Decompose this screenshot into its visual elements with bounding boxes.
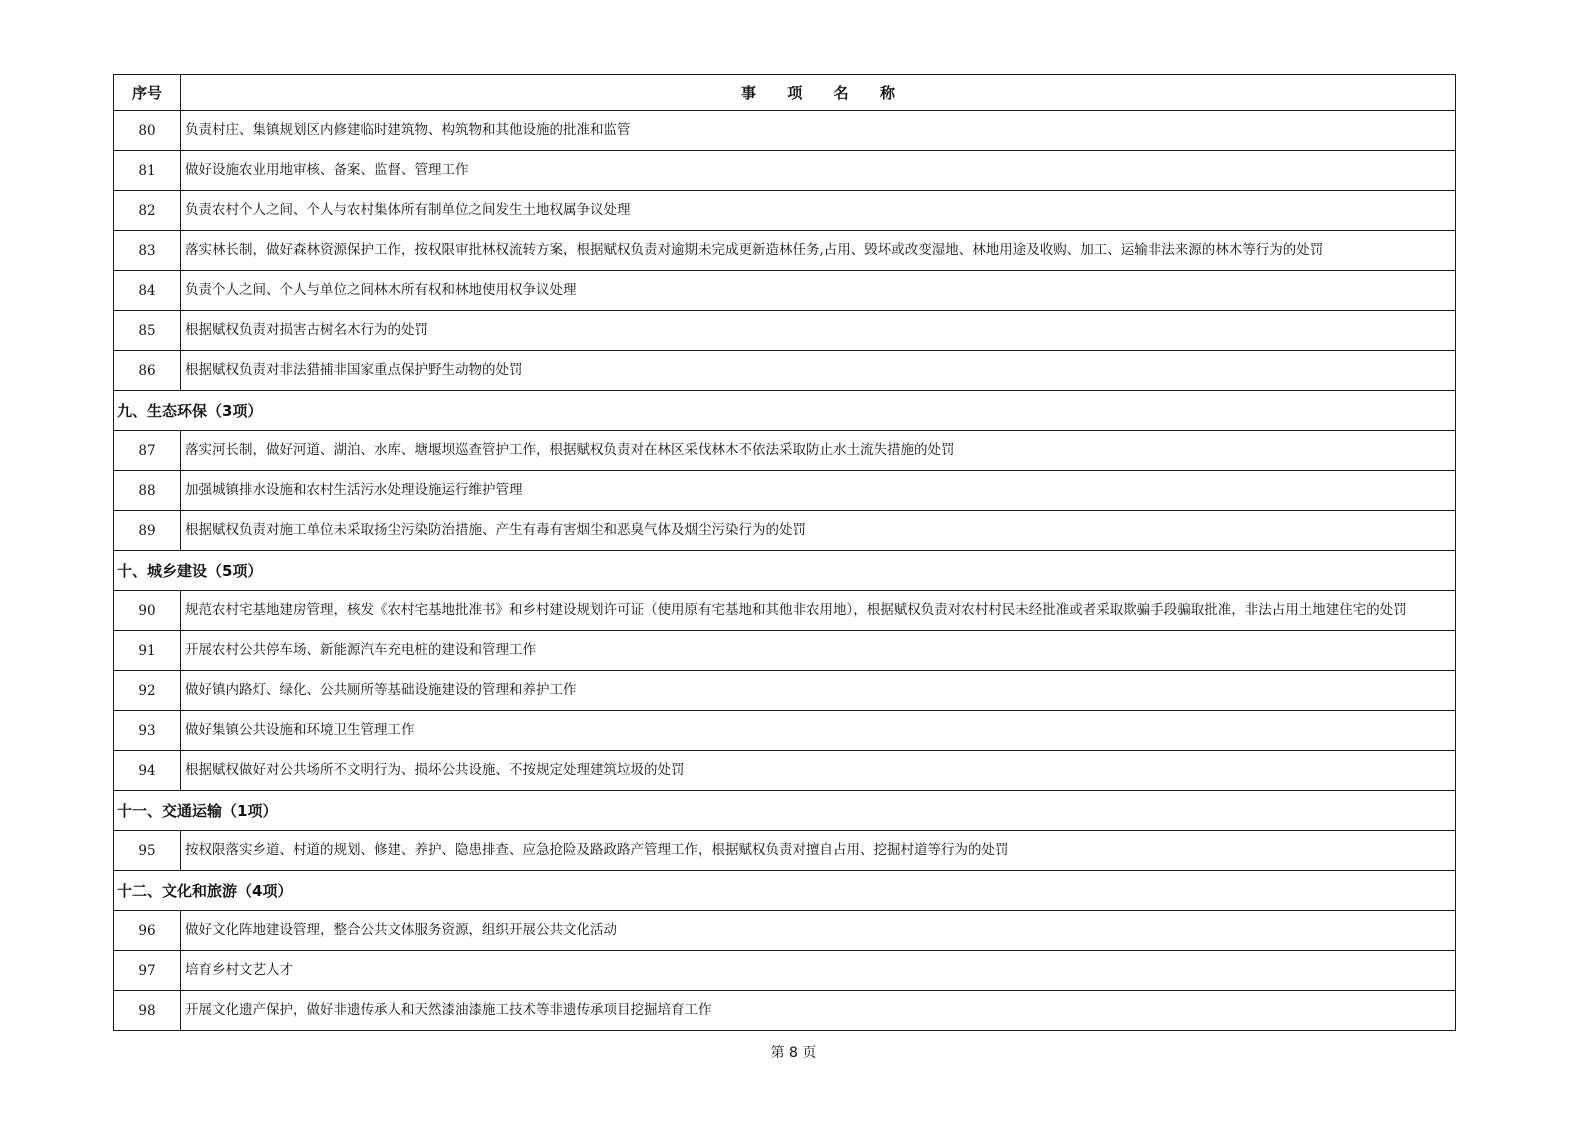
item-number: 85 — [114, 311, 181, 351]
header-no: 序号 — [114, 75, 181, 111]
table-row — [114, 191, 1456, 231]
table-row — [114, 471, 1456, 511]
item-number: 95 — [114, 831, 181, 871]
table-row — [114, 991, 1456, 1031]
item-description: 规范农村宅基地建房管理，核发《农村宅基地批准书》和乡村建设规划许可证（使用原有宅基地和其他非农用地），根据赋权负责对农村村民未经批准或者采取欺骗手段骗取批准，非法占用土地建住宅的处罚 — [181, 591, 1456, 631]
table-header-row — [114, 75, 1456, 111]
section-row — [114, 871, 1456, 911]
section-row — [114, 551, 1456, 591]
item-number: 82 — [114, 191, 181, 231]
item-description: 做好文化阵地建设管理，整合公共文体服务资源，组织开展公共文化活动 — [181, 911, 1456, 951]
matters-table — [113, 74, 1456, 1031]
item-description: 按权限落实乡道、村道的规划、修建、养护、隐患排查、应急抢险及路政路产管理工作，根据赋权负责对擅自占用、挖掘村道等行为的处罚 — [181, 831, 1456, 871]
table-row — [114, 431, 1456, 471]
table-row — [114, 511, 1456, 551]
item-number: 88 — [114, 471, 181, 511]
item-description: 根据赋权负责对非法猎捕非国家重点保护野生动物的处罚 — [181, 351, 1456, 391]
section-row — [114, 391, 1456, 431]
item-number: 98 — [114, 991, 181, 1031]
table-row — [114, 631, 1456, 671]
item-number: 92 — [114, 671, 181, 711]
table-row — [114, 351, 1456, 391]
item-number: 84 — [114, 271, 181, 311]
table-row — [114, 151, 1456, 191]
item-number: 91 — [114, 631, 181, 671]
item-number: 96 — [114, 911, 181, 951]
item-number: 94 — [114, 751, 181, 791]
item-description: 开展农村公共停车场、新能源汽车充电桩的建设和管理工作 — [181, 631, 1456, 671]
table-row — [114, 671, 1456, 711]
item-number: 90 — [114, 591, 181, 631]
table-row — [114, 751, 1456, 791]
item-description: 负责个人之间、个人与单位之间林木所有权和林地使用权争议处理 — [181, 271, 1456, 311]
section-title: 十二、文化和旅游（4项） — [114, 871, 1456, 911]
table-row — [114, 711, 1456, 751]
item-number: 87 — [114, 431, 181, 471]
table-row — [114, 591, 1456, 631]
section-row — [114, 791, 1456, 831]
item-description: 落实河长制，做好河道、湖泊、水库、塘堰坝巡查管护工作，根据赋权负责对在林区采伐林木不依法采取防止水土流失措施的处罚 — [181, 431, 1456, 471]
table-body — [114, 111, 1456, 1031]
item-number: 93 — [114, 711, 181, 751]
table-row — [114, 231, 1456, 271]
item-number: 97 — [114, 951, 181, 991]
section-title: 九、生态环保（3项） — [114, 391, 1456, 431]
item-description: 根据赋权负责对施工单位未采取扬尘污染防治措施、产生有毒有害烟尘和恶臭气体及烟尘污染行为的处罚 — [181, 511, 1456, 551]
table-row — [114, 831, 1456, 871]
item-description: 培育乡村文艺人才 — [181, 951, 1456, 991]
section-title: 十一、交通运输（1项） — [114, 791, 1456, 831]
table-row — [114, 911, 1456, 951]
item-description: 负责农村个人之间、个人与农村集体所有制单位之间发生土地权属争议处理 — [181, 191, 1456, 231]
table-row — [114, 271, 1456, 311]
table-row — [114, 111, 1456, 151]
item-number: 81 — [114, 151, 181, 191]
item-description: 加强城镇排水设施和农村生活污水处理设施运行维护管理 — [181, 471, 1456, 511]
section-title: 十、城乡建设（5项） — [114, 551, 1456, 591]
item-number: 83 — [114, 231, 181, 271]
page-number: 第 8 页 — [770, 1045, 817, 1061]
item-number: 80 — [114, 111, 181, 151]
item-description: 做好集镇公共设施和环境卫生管理工作 — [181, 711, 1456, 751]
item-description: 根据赋权做好对公共场所不文明行为、损坏公共设施、不按规定处理建筑垃圾的处罚 — [181, 751, 1456, 791]
item-description: 做好镇内路灯、绿化、公共厕所等基础设施建设的管理和养护工作 — [181, 671, 1456, 711]
item-description: 开展文化遗产保护，做好非遗传承人和天然漆油漆施工技术等非遗传承项目挖掘培育工作 — [181, 991, 1456, 1031]
table-row — [114, 951, 1456, 991]
header-name: 事 项 名 称 — [181, 75, 1456, 111]
table-row — [114, 311, 1456, 351]
item-number: 89 — [114, 511, 181, 551]
item-description: 落实林长制，做好森林资源保护工作，按权限审批林权流转方案，根据赋权负责对逾期未完成更新造林任务,占用、毁坏或改变湿地、林地用途及收购、加工、运输非法来源的林木等行为的处罚 — [181, 231, 1456, 271]
item-description: 负责村庄、集镇规划区内修建临时建筑物、构筑物和其他设施的批准和监管 — [181, 111, 1456, 151]
item-number: 86 — [114, 351, 181, 391]
item-description: 做好设施农业用地审核、备案、监督、管理工作 — [181, 151, 1456, 191]
item-description: 根据赋权负责对损害古树名木行为的处罚 — [181, 311, 1456, 351]
